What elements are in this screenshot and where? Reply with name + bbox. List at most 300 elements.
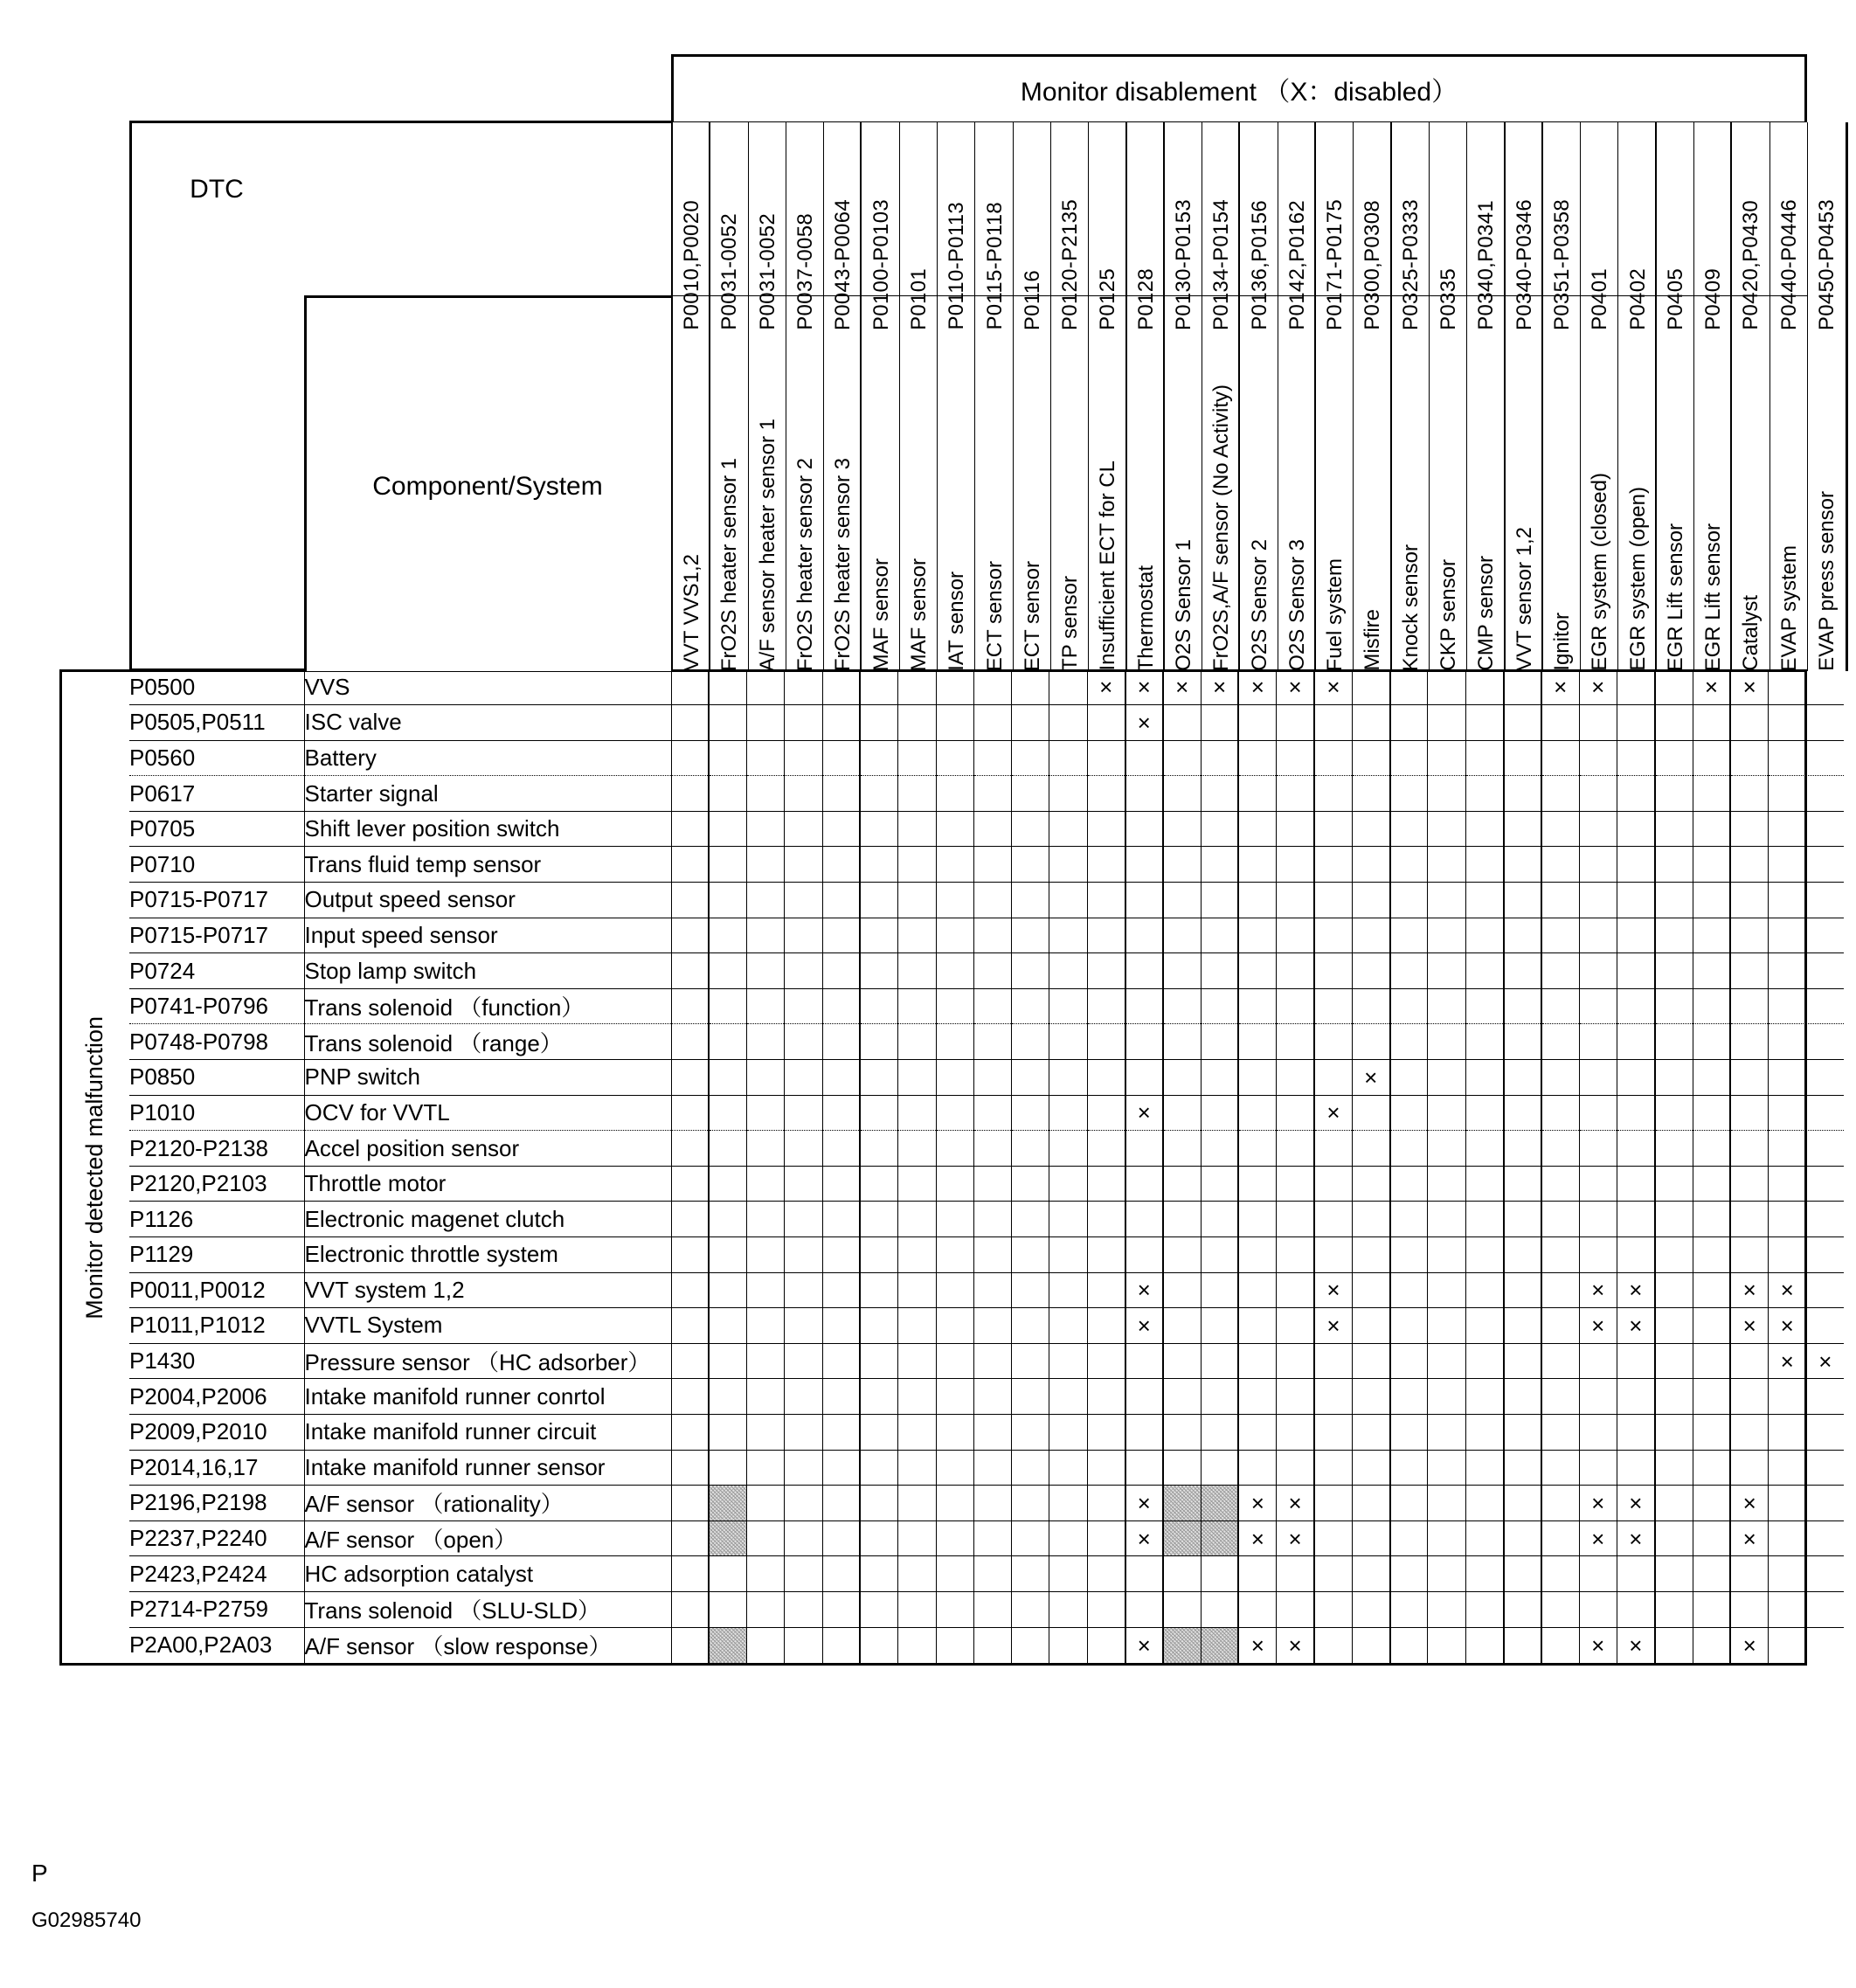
cell-empty	[898, 1556, 936, 1592]
cell-empty	[1579, 1060, 1617, 1096]
cell-empty	[1730, 1024, 1768, 1060]
cell-empty	[1617, 1556, 1654, 1592]
cell-empty	[898, 953, 936, 989]
cell-empty	[1352, 1131, 1389, 1167]
cell-empty	[1655, 811, 1693, 847]
table-row	[129, 1166, 1844, 1202]
cell-empty	[1087, 1095, 1125, 1131]
cell-empty	[1201, 1237, 1238, 1273]
cell-empty	[1428, 1556, 1465, 1592]
cell-empty	[822, 705, 860, 741]
cell-empty	[898, 1202, 936, 1237]
cell-empty	[1465, 1343, 1503, 1379]
column-dtc-code-text: P0340-P0346	[1512, 198, 1536, 330]
cell-empty	[1541, 1591, 1579, 1627]
cell-empty	[936, 1486, 973, 1521]
column-header-10	[1014, 122, 1051, 671]
cell-empty	[709, 1131, 746, 1167]
cell-empty	[1163, 988, 1201, 1024]
cell-empty	[1314, 1627, 1352, 1663]
cell-empty	[1087, 918, 1125, 953]
cell-empty	[1125, 811, 1163, 847]
column-dtc-code-text: P0142,P0162	[1285, 200, 1309, 330]
cell-empty	[1049, 1237, 1087, 1273]
cell-empty	[1806, 847, 1844, 883]
cell-empty	[785, 1272, 822, 1308]
cell-empty	[1579, 1131, 1617, 1167]
row-component-name: Electronic magenet clutch	[304, 1202, 671, 1237]
cell-empty	[1769, 1450, 1806, 1486]
table-row	[129, 883, 1844, 918]
cell-empty	[1579, 1414, 1617, 1450]
column-component-name-text: EGR system (open)	[1625, 487, 1650, 671]
cell-empty	[1390, 1166, 1428, 1202]
cell-empty	[1465, 776, 1503, 812]
cell-empty	[1693, 1202, 1730, 1237]
cell-empty	[1465, 1166, 1503, 1202]
cell-empty	[785, 1379, 822, 1415]
cell-empty	[1617, 669, 1654, 705]
cell-empty	[671, 1272, 709, 1308]
cell-empty	[1049, 1556, 1087, 1592]
column-header-9	[975, 122, 1013, 671]
cell-empty	[747, 1308, 785, 1344]
cell-empty	[1617, 1591, 1654, 1627]
cell-empty	[1125, 776, 1163, 812]
cell-empty	[1769, 1520, 1806, 1556]
cell-empty	[1730, 705, 1768, 741]
cell-empty	[898, 776, 936, 812]
cell-empty	[822, 847, 860, 883]
column-dtc-code-text: P0130-P0153	[1172, 198, 1195, 330]
cell-empty	[1428, 1237, 1465, 1273]
figure-id: G02985740	[31, 1908, 142, 1932]
cell-empty	[709, 1166, 746, 1202]
cell-empty	[785, 1060, 822, 1096]
cell-empty	[1504, 1379, 1541, 1415]
column-component-name	[1657, 297, 1694, 671]
cell-empty	[1617, 1343, 1654, 1379]
cell-empty	[1314, 953, 1352, 989]
cell-empty	[1049, 988, 1087, 1024]
row-component-name: Accel position sensor	[304, 1131, 671, 1167]
cell-empty	[1163, 1202, 1201, 1237]
cell-empty	[1125, 1343, 1163, 1379]
row-component-name: Intake manifold runner conrtol	[304, 1379, 671, 1415]
cell-empty	[1806, 1556, 1844, 1592]
cell-empty	[1730, 1414, 1768, 1450]
column-component-name-text: A/F sensor heater sensor 1	[755, 418, 779, 671]
cell-disabled-mark: ×	[1238, 1520, 1276, 1556]
cell-empty	[785, 740, 822, 776]
cell-empty	[1390, 988, 1428, 1024]
cell-empty	[1390, 918, 1428, 953]
row-dtc-code: P0741-P0796	[129, 988, 304, 1024]
cell-empty	[860, 1166, 897, 1202]
cell-empty	[1049, 1450, 1087, 1486]
cell-disabled-mark: ×	[1314, 669, 1352, 705]
cell-empty	[709, 1450, 746, 1486]
cell-empty	[1238, 1272, 1276, 1308]
cell-empty	[860, 1272, 897, 1308]
cell-empty	[1655, 918, 1693, 953]
column-dtc-code-text: P0402	[1625, 268, 1650, 330]
column-component-name	[786, 297, 824, 671]
cell-empty	[936, 776, 973, 812]
cell-empty	[1352, 1414, 1389, 1450]
column-component-name	[1392, 297, 1430, 671]
cell-empty	[898, 1520, 936, 1556]
cell-empty	[1277, 883, 1314, 918]
cell-empty	[1806, 811, 1844, 847]
cell-empty	[1579, 811, 1617, 847]
cell-empty	[1579, 740, 1617, 776]
cell-empty	[1541, 811, 1579, 847]
cell-empty	[860, 1343, 897, 1379]
cell-empty	[1277, 1556, 1314, 1592]
cell-empty	[1428, 918, 1465, 953]
cell-empty	[860, 918, 897, 953]
cell-empty	[1579, 1450, 1617, 1486]
column-component-name	[975, 297, 1013, 671]
cell-empty	[1541, 1237, 1579, 1273]
column-header-23	[1506, 122, 1543, 671]
row-component-name: Starter signal	[304, 776, 671, 812]
cell-empty	[1617, 1450, 1654, 1486]
cell-empty	[1428, 883, 1465, 918]
column-component-name-text: CKP sensor	[1437, 559, 1461, 671]
cell-empty	[1465, 1379, 1503, 1415]
cell-empty	[822, 1627, 860, 1663]
cell-empty	[1125, 1166, 1163, 1202]
cell-empty	[1314, 1556, 1352, 1592]
table-row	[129, 847, 1844, 883]
cell-empty	[1201, 1379, 1238, 1415]
cell-empty	[1314, 1379, 1352, 1415]
cell-empty	[973, 1166, 1011, 1202]
table-row	[129, 1379, 1844, 1415]
column-component-name	[749, 297, 786, 671]
cell-empty	[1465, 705, 1503, 741]
cell-empty	[1201, 740, 1238, 776]
cell-empty	[1579, 1166, 1617, 1202]
row-dtc-code: P1126	[129, 1202, 304, 1237]
cell-empty	[1693, 1450, 1730, 1486]
cell-empty	[898, 740, 936, 776]
cell-empty	[1163, 1131, 1201, 1167]
column-component-name	[673, 297, 710, 671]
cell-empty	[898, 1237, 936, 1273]
column-component-name	[710, 297, 748, 671]
cell-empty	[1465, 1024, 1503, 1060]
column-component-name	[1354, 297, 1391, 671]
column-component-name-text: EGR Lift sensor	[1701, 523, 1726, 671]
cell-empty	[1087, 1450, 1125, 1486]
cell-empty	[1541, 1379, 1579, 1415]
cell-empty	[1617, 883, 1654, 918]
cell-empty	[1049, 883, 1087, 918]
row-component-name: Intake manifold runner sensor	[304, 1450, 671, 1486]
cell-empty	[1352, 740, 1389, 776]
cell-empty	[1314, 1166, 1352, 1202]
cell-empty	[1693, 988, 1730, 1024]
cell-empty	[1504, 1486, 1541, 1521]
cell-empty	[671, 1095, 709, 1131]
cell-empty	[1201, 1131, 1238, 1167]
cell-empty	[1352, 1237, 1389, 1273]
column-component-name	[1732, 297, 1769, 671]
cell-empty	[1352, 918, 1389, 953]
column-component-name	[1014, 297, 1051, 671]
cell-empty	[973, 705, 1011, 741]
cell-empty	[1655, 776, 1693, 812]
cell-empty	[1730, 847, 1768, 883]
cell-empty	[1428, 1414, 1465, 1450]
cell-empty	[1277, 1202, 1314, 1237]
cell-empty	[747, 1450, 785, 1486]
cell-empty	[1390, 1308, 1428, 1344]
column-component-name	[1202, 297, 1240, 671]
cell-empty	[1428, 1308, 1465, 1344]
cell-empty	[1314, 1414, 1352, 1450]
cell-empty	[1087, 883, 1125, 918]
cell-empty	[1087, 1024, 1125, 1060]
cell-empty	[973, 988, 1011, 1024]
row-component-name: A/F sensor （open）	[304, 1520, 671, 1556]
cell-empty	[1428, 776, 1465, 812]
cell-empty	[1314, 740, 1352, 776]
cell-disabled-mark: ×	[1730, 1308, 1768, 1344]
cell-empty	[1465, 1202, 1503, 1237]
row-component-name: VVT system 1,2	[304, 1272, 671, 1308]
cell-empty	[973, 1627, 1011, 1663]
cell-empty	[1012, 1556, 1049, 1592]
cell-empty	[822, 776, 860, 812]
cell-empty	[1541, 847, 1579, 883]
cell-empty	[1049, 918, 1087, 953]
cell-empty	[1730, 953, 1768, 989]
cell-empty	[822, 883, 860, 918]
cell-empty	[1049, 1202, 1087, 1237]
cell-empty	[1730, 1591, 1768, 1627]
cell-empty	[1730, 1379, 1768, 1415]
cell-empty	[1125, 988, 1163, 1024]
cell-empty	[1125, 1131, 1163, 1167]
cell-empty	[1201, 918, 1238, 953]
cell-empty	[1769, 1414, 1806, 1450]
cell-empty	[671, 988, 709, 1024]
cell-disabled-mark: ×	[1541, 669, 1579, 705]
cell-empty	[822, 988, 860, 1024]
cell-empty	[1314, 1343, 1352, 1379]
cell-empty	[1390, 669, 1428, 705]
cell-empty	[1012, 776, 1049, 812]
cell-empty	[709, 1556, 746, 1592]
cell-empty	[1049, 669, 1087, 705]
cell-empty	[1769, 740, 1806, 776]
column-component-name-text: TP sensor	[1058, 576, 1083, 671]
cell-empty	[1806, 1520, 1844, 1556]
cell-empty	[1390, 740, 1428, 776]
cell-empty	[1314, 1131, 1352, 1167]
table-row	[129, 1343, 1844, 1379]
cell-empty	[1655, 1591, 1693, 1627]
header-divider	[671, 295, 1807, 296]
cell-empty	[785, 1414, 822, 1450]
column-component-name-text: O2S Sensor 2	[1247, 539, 1271, 671]
cell-empty	[1655, 883, 1693, 918]
cell-empty	[1579, 883, 1617, 918]
cell-empty	[1693, 1486, 1730, 1521]
cell-empty	[1504, 1450, 1541, 1486]
cell-empty	[822, 1520, 860, 1556]
cell-empty	[747, 953, 785, 989]
cell-empty	[1012, 1591, 1049, 1627]
cell-empty	[1806, 1095, 1844, 1131]
column-component-name	[1127, 297, 1165, 671]
cell-empty	[1238, 1024, 1276, 1060]
cell-empty	[1693, 1131, 1730, 1167]
cell-empty	[1769, 918, 1806, 953]
cell-empty	[1314, 705, 1352, 741]
cell-empty	[898, 1131, 936, 1167]
cell-disabled-mark: ×	[1125, 1095, 1163, 1131]
cell-empty	[1314, 1237, 1352, 1273]
cell-empty	[1238, 776, 1276, 812]
cell-empty	[1504, 1060, 1541, 1096]
cell-empty	[822, 1166, 860, 1202]
cell-empty	[1428, 953, 1465, 989]
cell-empty	[1390, 1556, 1428, 1592]
cell-empty	[1238, 1414, 1276, 1450]
cell-empty	[1806, 883, 1844, 918]
cell-empty	[1579, 847, 1617, 883]
cell-empty	[1390, 776, 1428, 812]
cell-empty	[860, 1131, 897, 1167]
cell-disabled-mark: ×	[1617, 1520, 1654, 1556]
cell-empty	[1769, 1556, 1806, 1592]
row-group-label-text: Monitor detected malfunction	[80, 1015, 107, 1320]
cell-empty	[822, 811, 860, 847]
cell-empty	[1201, 953, 1238, 989]
cell-empty	[1012, 883, 1049, 918]
cell-empty	[822, 1379, 860, 1415]
cell-empty	[747, 1166, 785, 1202]
cell-empty	[709, 918, 746, 953]
cell-empty	[1806, 1486, 1844, 1521]
cell-empty	[1428, 1060, 1465, 1096]
cell-empty	[1693, 776, 1730, 812]
cell-empty	[671, 1166, 709, 1202]
cell-empty	[822, 1343, 860, 1379]
table-row	[129, 918, 1844, 953]
cell-empty	[747, 1379, 785, 1415]
cell-empty	[1465, 847, 1503, 883]
column-header-19	[1354, 122, 1391, 671]
cell-empty	[1617, 1024, 1654, 1060]
cell-empty	[1617, 1166, 1654, 1202]
column-component-name-text: FrO2S heater sensor 1	[717, 457, 742, 671]
cell-empty	[1693, 705, 1730, 741]
cell-empty	[1465, 669, 1503, 705]
cell-empty	[860, 1627, 897, 1663]
cell-empty	[860, 1379, 897, 1415]
cell-empty	[1163, 811, 1201, 847]
column-component-name-text: ECT sensor	[982, 560, 1007, 671]
cell-empty	[1769, 1486, 1806, 1521]
cell-empty	[973, 918, 1011, 953]
column-component-name	[1808, 297, 1846, 671]
cell-empty	[1617, 1095, 1654, 1131]
cell-disabled-mark: ×	[1617, 1308, 1654, 1344]
cell-empty	[1617, 776, 1654, 812]
column-dtc-code-text: P0134-P0154	[1209, 198, 1234, 330]
cell-empty	[1617, 1202, 1654, 1237]
cell-empty	[1163, 1414, 1201, 1450]
cell-empty	[785, 918, 822, 953]
cell-empty	[1238, 1591, 1276, 1627]
cell-empty	[1277, 988, 1314, 1024]
column-component-name-text: MAF sensor	[869, 558, 893, 671]
cell-empty	[1049, 1272, 1087, 1308]
cell-empty	[1314, 776, 1352, 812]
row-component-name: Throttle motor	[304, 1166, 671, 1202]
cell-disabled-mark: ×	[1314, 1308, 1352, 1344]
cell-empty	[1277, 918, 1314, 953]
cell-empty	[1049, 705, 1087, 741]
cell-empty	[1163, 1237, 1201, 1273]
cell-empty	[1314, 1486, 1352, 1521]
cell-empty	[1238, 1308, 1276, 1344]
cell-empty	[973, 883, 1011, 918]
cell-empty	[1806, 1272, 1844, 1308]
cell-empty	[1012, 988, 1049, 1024]
cell-empty	[1655, 1237, 1693, 1273]
cell-empty	[1465, 1450, 1503, 1486]
column-header-5	[824, 122, 862, 671]
cell-empty	[1428, 847, 1465, 883]
cell-empty	[1693, 1272, 1730, 1308]
cell-empty	[785, 1237, 822, 1273]
cell-empty	[1541, 1308, 1579, 1344]
row-component-name: A/F sensor （slow response）	[304, 1627, 671, 1663]
cell-disabled-mark: ×	[1201, 669, 1238, 705]
cell-empty	[898, 1379, 936, 1415]
cell-empty	[1238, 740, 1276, 776]
cell-empty	[936, 669, 973, 705]
cell-empty	[1730, 1556, 1768, 1592]
column-header-22	[1467, 122, 1505, 671]
cell-empty	[1693, 883, 1730, 918]
cell-empty	[1277, 1308, 1314, 1344]
cell-empty	[1730, 1202, 1768, 1237]
cell-empty	[671, 1060, 709, 1096]
cell-empty	[747, 776, 785, 812]
column-header-27	[1657, 122, 1694, 671]
cell-empty	[936, 1414, 973, 1450]
cell-empty	[1352, 1272, 1389, 1308]
cell-empty	[1087, 1060, 1125, 1096]
cell-empty	[1012, 1379, 1049, 1415]
cell-empty	[1277, 1060, 1314, 1096]
table-row	[129, 1272, 1844, 1308]
cell-empty	[1693, 1237, 1730, 1273]
cell-empty	[1655, 669, 1693, 705]
component-system-label: Component/System	[372, 472, 603, 501]
cell-empty	[709, 740, 746, 776]
table-row	[129, 1591, 1844, 1627]
cell-empty	[1693, 1414, 1730, 1450]
